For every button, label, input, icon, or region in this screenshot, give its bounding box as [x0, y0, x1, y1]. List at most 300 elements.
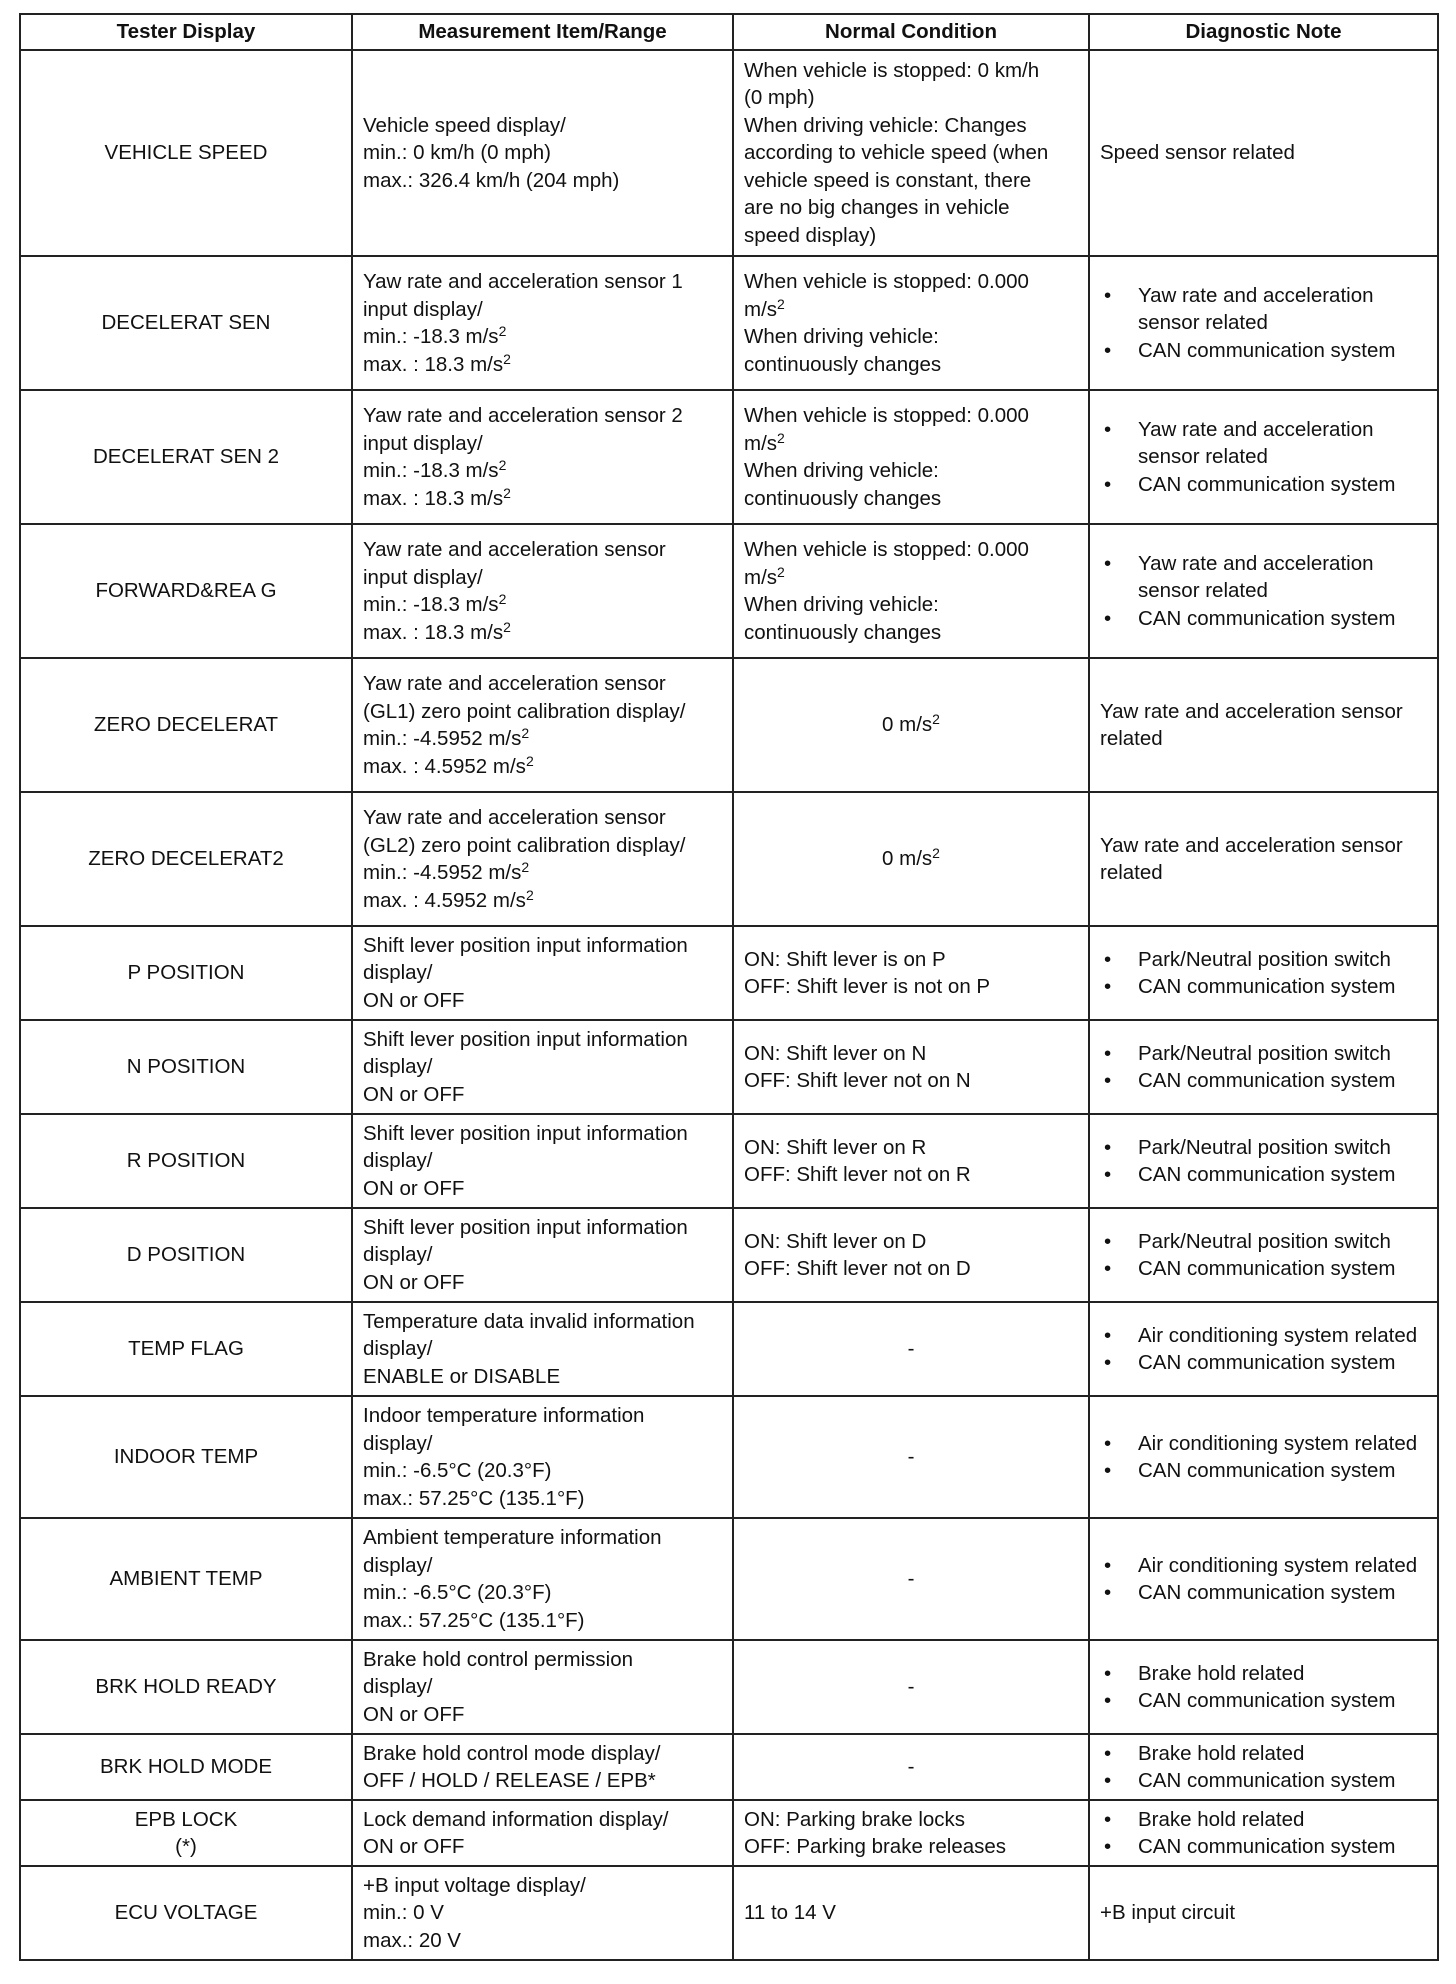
tester-display-cell	[20, 1396, 352, 1518]
tester-display-cell	[20, 1302, 352, 1396]
table-row	[20, 1518, 1438, 1640]
diagnostic-note-text: related	[1100, 861, 1163, 884]
tester-display-text: DECELERAT SEN	[101, 311, 271, 335]
table-row	[20, 1800, 1438, 1866]
measurement-line: min.: -18.3 $m/s^2$	[363, 457, 507, 482]
measurement-line: max. : 4.5952 $m/s^2$	[363, 752, 534, 778]
bullet-icon: •	[1104, 417, 1112, 441]
table-row	[20, 1020, 1438, 1114]
normal-condition-line: -	[907, 1755, 915, 1779]
diagnostic-note-text: CAN communication system	[1138, 1351, 1396, 1374]
tester-display-cell	[20, 50, 352, 256]
measurement-cell	[352, 1800, 733, 1866]
measurement-line: ON or OFF	[363, 1270, 465, 1294]
normal-condition-line: OFF: Shift lever not on N	[744, 1069, 971, 1092]
list-item	[1100, 1660, 1427, 1688]
bullet-icon: •	[1104, 1689, 1112, 1712]
tester-display-cell	[20, 1208, 352, 1302]
tester-display-text: R POSITION	[126, 1149, 246, 1173]
diagnostic-note-text: CAN communication system	[1138, 472, 1396, 496]
measurement-line: max. : 18.3 $m/s^2$	[363, 350, 511, 376]
diagnostic-note-text: Park/Neutral position switch	[1138, 1041, 1391, 1065]
measurement-line: Shift lever position input information	[363, 1027, 688, 1051]
normal-condition-line: When vehicle is stopped: 0 km/h	[744, 58, 1040, 82]
normal-condition-line: continuously changes	[744, 352, 942, 376]
normal-condition-cell	[733, 658, 1089, 792]
normal-condition-line: OFF: Shift lever not on D	[744, 1257, 971, 1280]
measurement-line: display/	[363, 1149, 433, 1173]
measurement-line: display/	[363, 1055, 433, 1079]
diagnostic-note-text: CAN communication system	[1138, 1459, 1396, 1482]
tester-display-text: INDOOR TEMP	[113, 1445, 259, 1469]
list-item	[1100, 282, 1427, 337]
diagnostic-note-list	[1100, 1552, 1427, 1607]
measurement-cell	[352, 1302, 733, 1396]
normal-condition-line: speed display)	[744, 223, 877, 247]
tester-display-cell	[20, 1734, 352, 1800]
measurement-line: ON or OFF	[363, 1176, 465, 1200]
normal-condition-cell	[733, 50, 1089, 256]
diagnostic-note-cell	[1089, 1640, 1438, 1734]
tester-display-text: FORWARD&REA G	[95, 579, 277, 603]
diagnostic-note-text: Park/Neutral position switch	[1138, 947, 1391, 971]
measurement-line: display/	[363, 1243, 433, 1267]
normal-condition-line: $m/s^2$	[744, 563, 785, 589]
tester-display-text: BRK HOLD MODE	[100, 1755, 272, 1779]
table-row	[20, 1208, 1438, 1302]
measurement-line: display/	[363, 1431, 433, 1455]
measurement-line: min.: -6.5°C (20.3°F)	[363, 1581, 552, 1604]
list-item	[1100, 1806, 1427, 1834]
table-header-row	[20, 14, 1438, 50]
bullet-icon: •	[1104, 1807, 1112, 1831]
table-row	[20, 390, 1438, 524]
diagnostic-note-text: CAN communication system	[1138, 1257, 1396, 1280]
tester-display-text: TEMP FLAG	[128, 1337, 244, 1361]
data-list-table	[19, 13, 1439, 1961]
normal-condition-line: ON: Shift lever on D	[744, 1229, 927, 1253]
measurement-line: Lock demand information display/	[363, 1807, 669, 1831]
diagnostic-note-text: Park/Neutral position switch	[1138, 1135, 1391, 1159]
list-item	[1100, 1228, 1427, 1256]
normal-condition-cell	[733, 1020, 1089, 1114]
measurement-line: display/	[363, 961, 433, 985]
measurement-line: Shift lever position input information	[363, 933, 688, 957]
measurement-line: max.: 20 V	[363, 1928, 461, 1952]
tester-display-text: ZERO DECELERAT	[93, 713, 279, 737]
diagnostic-note-cell	[1089, 1518, 1438, 1640]
diagnostic-note-text: Air conditioning system related	[1138, 1323, 1418, 1347]
bullet-icon: •	[1104, 1581, 1112, 1604]
tester-display-cell	[20, 1866, 352, 1960]
measurement-cell	[352, 926, 733, 1020]
tester-display-text: P POSITION	[127, 961, 245, 985]
measurement-line: ON or OFF	[363, 1702, 465, 1726]
table-row	[20, 926, 1438, 1020]
diagnostic-note-list	[1100, 1430, 1427, 1485]
diagnostic-note-list	[1100, 1134, 1427, 1189]
diagnostic-note-cell	[1089, 256, 1438, 390]
measurement-line: display/	[363, 1553, 433, 1577]
measurement-line: display/	[363, 1337, 433, 1361]
bullet-icon: •	[1104, 1431, 1112, 1455]
diagnostic-note-cell	[1089, 1208, 1438, 1302]
measurement-line: input display/	[363, 297, 483, 321]
list-item	[1100, 550, 1427, 605]
measurement-cell	[352, 1208, 733, 1302]
measurement-line: (GL1) zero point calibration display/	[363, 699, 686, 723]
measurement-line: input display/	[363, 565, 483, 589]
diagnostic-note-text: CAN communication system	[1138, 1069, 1396, 1092]
diagnostic-note-text: CAN communication system	[1138, 606, 1396, 630]
measurement-line: max.: 57.25°C (135.1°F)	[363, 1608, 585, 1632]
measurement-line: ON or OFF	[363, 1835, 465, 1858]
measurement-line: input display/	[363, 431, 483, 455]
tester-display-cell	[20, 926, 352, 1020]
diagnostic-note-cell	[1089, 1114, 1438, 1208]
tester-display-cell	[20, 1640, 352, 1734]
diagnostic-note-list	[1100, 1040, 1427, 1095]
bullet-icon: •	[1104, 551, 1112, 575]
table-row	[20, 1396, 1438, 1518]
measurement-line: ENABLE or DISABLE	[363, 1364, 561, 1388]
tester-display-text: BRK HOLD READY	[95, 1675, 277, 1699]
diagnostic-note-text: Yaw rate and acceleration sensor related	[1138, 551, 1374, 603]
list-item	[1100, 1430, 1427, 1458]
diagnostic-note-text: Air conditioning system related	[1138, 1553, 1418, 1577]
diagnostic-note-list	[1100, 1228, 1427, 1283]
diagnostic-note-list	[1100, 550, 1427, 633]
measurement-line: Yaw rate and acceleration sensor	[363, 806, 666, 829]
table-row	[20, 1114, 1438, 1208]
measurement-line: OFF / HOLD / RELEASE / EPB*	[363, 1769, 656, 1792]
diagnostic-note-text: Air conditioning system related	[1138, 1431, 1418, 1455]
list-item	[1100, 973, 1427, 1001]
tester-display-text: AMBIENT TEMP	[109, 1567, 263, 1591]
table-row	[20, 50, 1438, 256]
measurement-cell	[352, 1866, 733, 1960]
list-item	[1100, 1833, 1427, 1861]
diagnostic-note-cell	[1089, 1734, 1438, 1800]
measurement-line: max.: 326.4 km/h (204 mph)	[363, 168, 620, 192]
list-item	[1100, 1579, 1427, 1607]
normal-condition-line: OFF: Parking brake releases	[744, 1835, 1007, 1858]
measurement-line: Ambient temperature information	[363, 1526, 662, 1549]
measurement-cell	[352, 658, 733, 792]
bullet-icon: •	[1104, 472, 1112, 496]
measurement-cell	[352, 390, 733, 524]
normal-condition-line: according to vehicle speed (when	[744, 141, 1049, 165]
normal-condition-cell	[733, 256, 1089, 390]
measurement-line: max. : 18.3 $m/s^2$	[363, 484, 511, 510]
bullet-icon: •	[1104, 1553, 1112, 1577]
bullet-icon: •	[1104, 947, 1112, 971]
measurement-line: min.: -6.5°C (20.3°F)	[363, 1459, 552, 1482]
diagnostic-note-text: Brake hold related	[1138, 1741, 1305, 1765]
bullet-icon: •	[1104, 338, 1112, 362]
diagnostic-note-text: Yaw rate and acceleration sensor related	[1138, 283, 1374, 335]
tester-display-text: ECU VOLTAGE	[114, 1901, 258, 1925]
diagnostic-note-cell	[1089, 1866, 1438, 1960]
measurement-line: Yaw rate and acceleration sensor 2	[363, 404, 683, 427]
normal-condition-line: When vehicle is stopped: 0.000	[744, 270, 1029, 293]
table-body	[20, 50, 1438, 1960]
diagnostic-note-cell	[1089, 792, 1438, 926]
normal-condition-cell	[733, 792, 1089, 926]
normal-condition-line: 11 to 14 V	[744, 1901, 836, 1925]
diagnostic-note-text: Yaw rate and acceleration sensor related	[1138, 417, 1374, 469]
table-row	[20, 524, 1438, 658]
diagnostic-note-list	[1100, 282, 1427, 365]
measurement-line: Shift lever position input information	[363, 1215, 688, 1239]
measurement-line: Yaw rate and acceleration sensor	[363, 672, 666, 695]
diagnostic-note-text: Speed sensor related	[1100, 141, 1295, 165]
normal-condition-cell	[733, 1396, 1089, 1518]
tester-display-cell	[20, 792, 352, 926]
normal-condition-line: vehicle speed is constant, there	[744, 168, 1032, 192]
normal-condition-line: continuously changes	[744, 486, 942, 510]
diagnostic-note-text: CAN communication system	[1138, 1581, 1396, 1604]
table-row	[20, 658, 1438, 792]
measurement-line: Brake hold control mode display/	[363, 1741, 661, 1765]
tester-display-cell	[20, 1518, 352, 1640]
diagnostic-note-cell	[1089, 390, 1438, 524]
normal-condition-line: ON: Shift lever on R	[744, 1135, 927, 1159]
diagnostic-note-cell	[1089, 50, 1438, 256]
normal-condition-line: (0 mph)	[744, 86, 815, 110]
diagnostic-note-text: CAN communication system	[1138, 1835, 1396, 1858]
normal-condition-cell	[733, 1640, 1089, 1734]
table-row	[20, 1640, 1438, 1734]
list-item	[1100, 1161, 1427, 1189]
measurement-line: +B input voltage display/	[363, 1873, 586, 1897]
table-row	[20, 792, 1438, 926]
normal-condition-line: When vehicle is stopped: 0.000	[744, 538, 1029, 561]
normal-condition-cell	[733, 1518, 1089, 1640]
tester-display-cell	[20, 1020, 352, 1114]
bullet-icon: •	[1104, 1661, 1112, 1685]
diagnostic-note-list	[1100, 946, 1427, 1001]
diagnostic-note-text: CAN communication system	[1138, 975, 1396, 998]
normal-condition-line: When driving vehicle:	[744, 459, 939, 482]
measurement-line: min.: -18.3 $m/s^2$	[363, 323, 507, 348]
measurement-line: Vehicle speed display/	[363, 113, 566, 137]
measurement-line: (GL2) zero point calibration display/	[363, 833, 686, 857]
tester-display-text: VEHICLE SPEED	[104, 141, 268, 165]
measurement-cell	[352, 524, 733, 658]
diagnostic-note-cell	[1089, 1302, 1438, 1396]
normal-condition-line: 0 $m/s^2$	[882, 845, 940, 871]
measurement-line: min.: 0 km/h (0 mph)	[363, 141, 551, 165]
measurement-cell	[352, 1734, 733, 1800]
normal-condition-line: When vehicle is stopped: 0.000	[744, 404, 1029, 427]
list-item	[1100, 605, 1427, 633]
measurement-cell	[352, 1020, 733, 1114]
normal-condition-line: ON: Shift lever on N	[744, 1041, 927, 1065]
diagnostic-note-cell	[1089, 1800, 1438, 1866]
measurement-cell	[352, 792, 733, 926]
list-item	[1100, 1067, 1427, 1095]
measurement-line: Temperature data invalid information	[363, 1309, 695, 1333]
bullet-icon: •	[1104, 1459, 1112, 1482]
diagnostic-note-text: CAN communication system	[1138, 338, 1396, 362]
measurement-line: max. : 4.5952 $m/s^2$	[363, 886, 534, 912]
tester-display-text: N POSITION	[126, 1055, 246, 1079]
list-item	[1100, 1255, 1427, 1283]
normal-condition-line: -	[907, 1567, 915, 1591]
normal-condition-line: OFF: Shift lever not on R	[744, 1163, 971, 1186]
header-diagnostic-note: Diagnostic Note	[1089, 14, 1438, 50]
table-row	[20, 1866, 1438, 1960]
tester-display-cell	[20, 390, 352, 524]
normal-condition-cell	[733, 1866, 1089, 1960]
tester-display-cell	[20, 524, 352, 658]
tester-display-text: DECELERAT SEN 2	[92, 445, 280, 469]
list-item	[1100, 416, 1427, 471]
tester-display-cell	[20, 1800, 352, 1866]
tester-display-text: ZERO DECELERAT2	[88, 847, 284, 871]
bullet-icon: •	[1104, 606, 1112, 630]
diagnostic-note-text: CAN communication system	[1138, 1163, 1396, 1186]
normal-condition-cell	[733, 1208, 1089, 1302]
table-row	[20, 1734, 1438, 1800]
table-row	[20, 1302, 1438, 1396]
measurement-cell	[352, 256, 733, 390]
measurement-line: display/	[363, 1675, 433, 1699]
bullet-icon: •	[1104, 1769, 1112, 1792]
normal-condition-line: 0 $m/s^2$	[882, 711, 940, 737]
measurement-cell	[352, 1640, 733, 1734]
measurement-cell	[352, 50, 733, 256]
measurement-cell	[352, 1396, 733, 1518]
diagnostic-note-text: CAN communication system	[1138, 1769, 1396, 1792]
bullet-icon: •	[1104, 1323, 1112, 1347]
tester-display-text: D POSITION	[126, 1243, 246, 1267]
bullet-icon: •	[1104, 283, 1112, 307]
list-item	[1100, 1040, 1427, 1068]
bullet-icon: •	[1104, 1835, 1112, 1858]
diagnostic-note-cell	[1089, 1020, 1438, 1114]
diagnostic-note-text: +B input circuit	[1100, 1901, 1236, 1925]
normal-condition-line: are no big changes in vehicle	[744, 196, 1010, 220]
normal-condition-cell	[733, 1302, 1089, 1396]
normal-condition-line: ON: Parking brake locks	[744, 1807, 966, 1831]
list-item	[1100, 1687, 1427, 1715]
normal-condition-line: When driving vehicle:	[744, 593, 939, 616]
diagnostic-note-text: Yaw rate and acceleration sensor	[1100, 833, 1403, 857]
list-item	[1100, 337, 1427, 365]
tester-display-cell	[20, 256, 352, 390]
diagnostic-note-text: Yaw rate and acceleration sensor	[1100, 699, 1403, 723]
bullet-icon: •	[1104, 1257, 1112, 1280]
normal-condition-cell	[733, 1734, 1089, 1800]
diagnostic-note-cell	[1089, 658, 1438, 792]
diagnostic-note-cell	[1089, 926, 1438, 1020]
list-item	[1100, 1349, 1427, 1377]
normal-condition-line: continuously changes	[744, 620, 942, 644]
measurement-line: min.: -18.3 $m/s^2$	[363, 591, 507, 616]
normal-condition-cell	[733, 926, 1089, 1020]
normal-condition-cell	[733, 1800, 1089, 1866]
bullet-icon: •	[1104, 1135, 1112, 1159]
list-item	[1100, 946, 1427, 974]
diagnostic-note-text: related	[1100, 727, 1163, 750]
diagnostic-note-text: CAN communication system	[1138, 1689, 1396, 1712]
list-item	[1100, 1322, 1427, 1350]
diagnostic-note-list	[1100, 416, 1427, 499]
normal-condition-cell	[733, 1114, 1089, 1208]
header-normal-condition: Normal Condition	[733, 14, 1089, 50]
tester-display-text: (*)	[175, 1835, 197, 1858]
normal-condition-line: ON: Shift lever is on P	[744, 947, 946, 971]
tester-display-cell	[20, 658, 352, 792]
measurement-line: Yaw rate and acceleration sensor 1	[363, 270, 683, 293]
measurement-cell	[352, 1114, 733, 1208]
normal-condition-cell	[733, 390, 1089, 524]
diagnostic-note-cell	[1089, 524, 1438, 658]
tester-display-text: EPB LOCK	[134, 1807, 238, 1831]
measurement-line: Indoor temperature information	[363, 1404, 645, 1427]
normal-condition-line: -	[907, 1337, 915, 1361]
diagnostic-note-list	[1100, 1806, 1427, 1861]
list-item	[1100, 1134, 1427, 1162]
normal-condition-line: -	[907, 1445, 915, 1469]
bullet-icon: •	[1104, 1741, 1112, 1765]
measurement-line: Shift lever position input information	[363, 1121, 688, 1145]
normal-condition-cell	[733, 524, 1089, 658]
measurement-line: ON or OFF	[363, 1082, 465, 1106]
list-item	[1100, 1552, 1427, 1580]
diagnostic-note-text: Brake hold related	[1138, 1807, 1305, 1831]
diagnostic-note-list	[1100, 1740, 1427, 1795]
measurement-line: Brake hold control permission	[363, 1647, 634, 1671]
list-item	[1100, 1740, 1427, 1768]
normal-condition-line: OFF: Shift lever is not on P	[744, 975, 991, 998]
normal-condition-line: When driving vehicle: Changes	[744, 113, 1027, 137]
normal-condition-line: -	[907, 1675, 915, 1699]
measurement-line: max. : 18.3 $m/s^2$	[363, 618, 511, 644]
diagnostic-note-text: Park/Neutral position switch	[1138, 1229, 1391, 1253]
bullet-icon: •	[1104, 1041, 1112, 1065]
header-tester-display: Tester Display	[20, 14, 352, 50]
tester-display-cell	[20, 1114, 352, 1208]
normal-condition-line: $m/s^2$	[744, 295, 785, 321]
bullet-icon: •	[1104, 1163, 1112, 1186]
measurement-line: min.: 0 V	[363, 1901, 444, 1925]
header-measurement-item: Measurement Item/Range	[352, 14, 733, 50]
measurement-line: Yaw rate and acceleration sensor	[363, 538, 666, 561]
measurement-line: max.: 57.25°C (135.1°F)	[363, 1486, 585, 1510]
normal-condition-line: When driving vehicle:	[744, 325, 939, 348]
diagnostic-note-list	[1100, 1322, 1427, 1377]
bullet-icon: •	[1104, 975, 1112, 998]
bullet-icon: •	[1104, 1229, 1112, 1253]
table-row	[20, 256, 1438, 390]
list-item	[1100, 1457, 1427, 1485]
diagnostic-note-cell	[1089, 1396, 1438, 1518]
diagnostic-note-list	[1100, 1660, 1427, 1715]
list-item	[1100, 1767, 1427, 1795]
diagnostic-note-text: Brake hold related	[1138, 1661, 1305, 1685]
bullet-icon: •	[1104, 1069, 1112, 1092]
bullet-icon: •	[1104, 1351, 1112, 1374]
measurement-line: min.: -4.5952 $m/s^2$	[363, 859, 530, 884]
measurement-line: ON or OFF	[363, 988, 465, 1012]
measurement-line: min.: -4.5952 $m/s^2$	[363, 725, 530, 750]
measurement-cell	[352, 1518, 733, 1640]
normal-condition-line: $m/s^2$	[744, 429, 785, 455]
list-item	[1100, 471, 1427, 499]
